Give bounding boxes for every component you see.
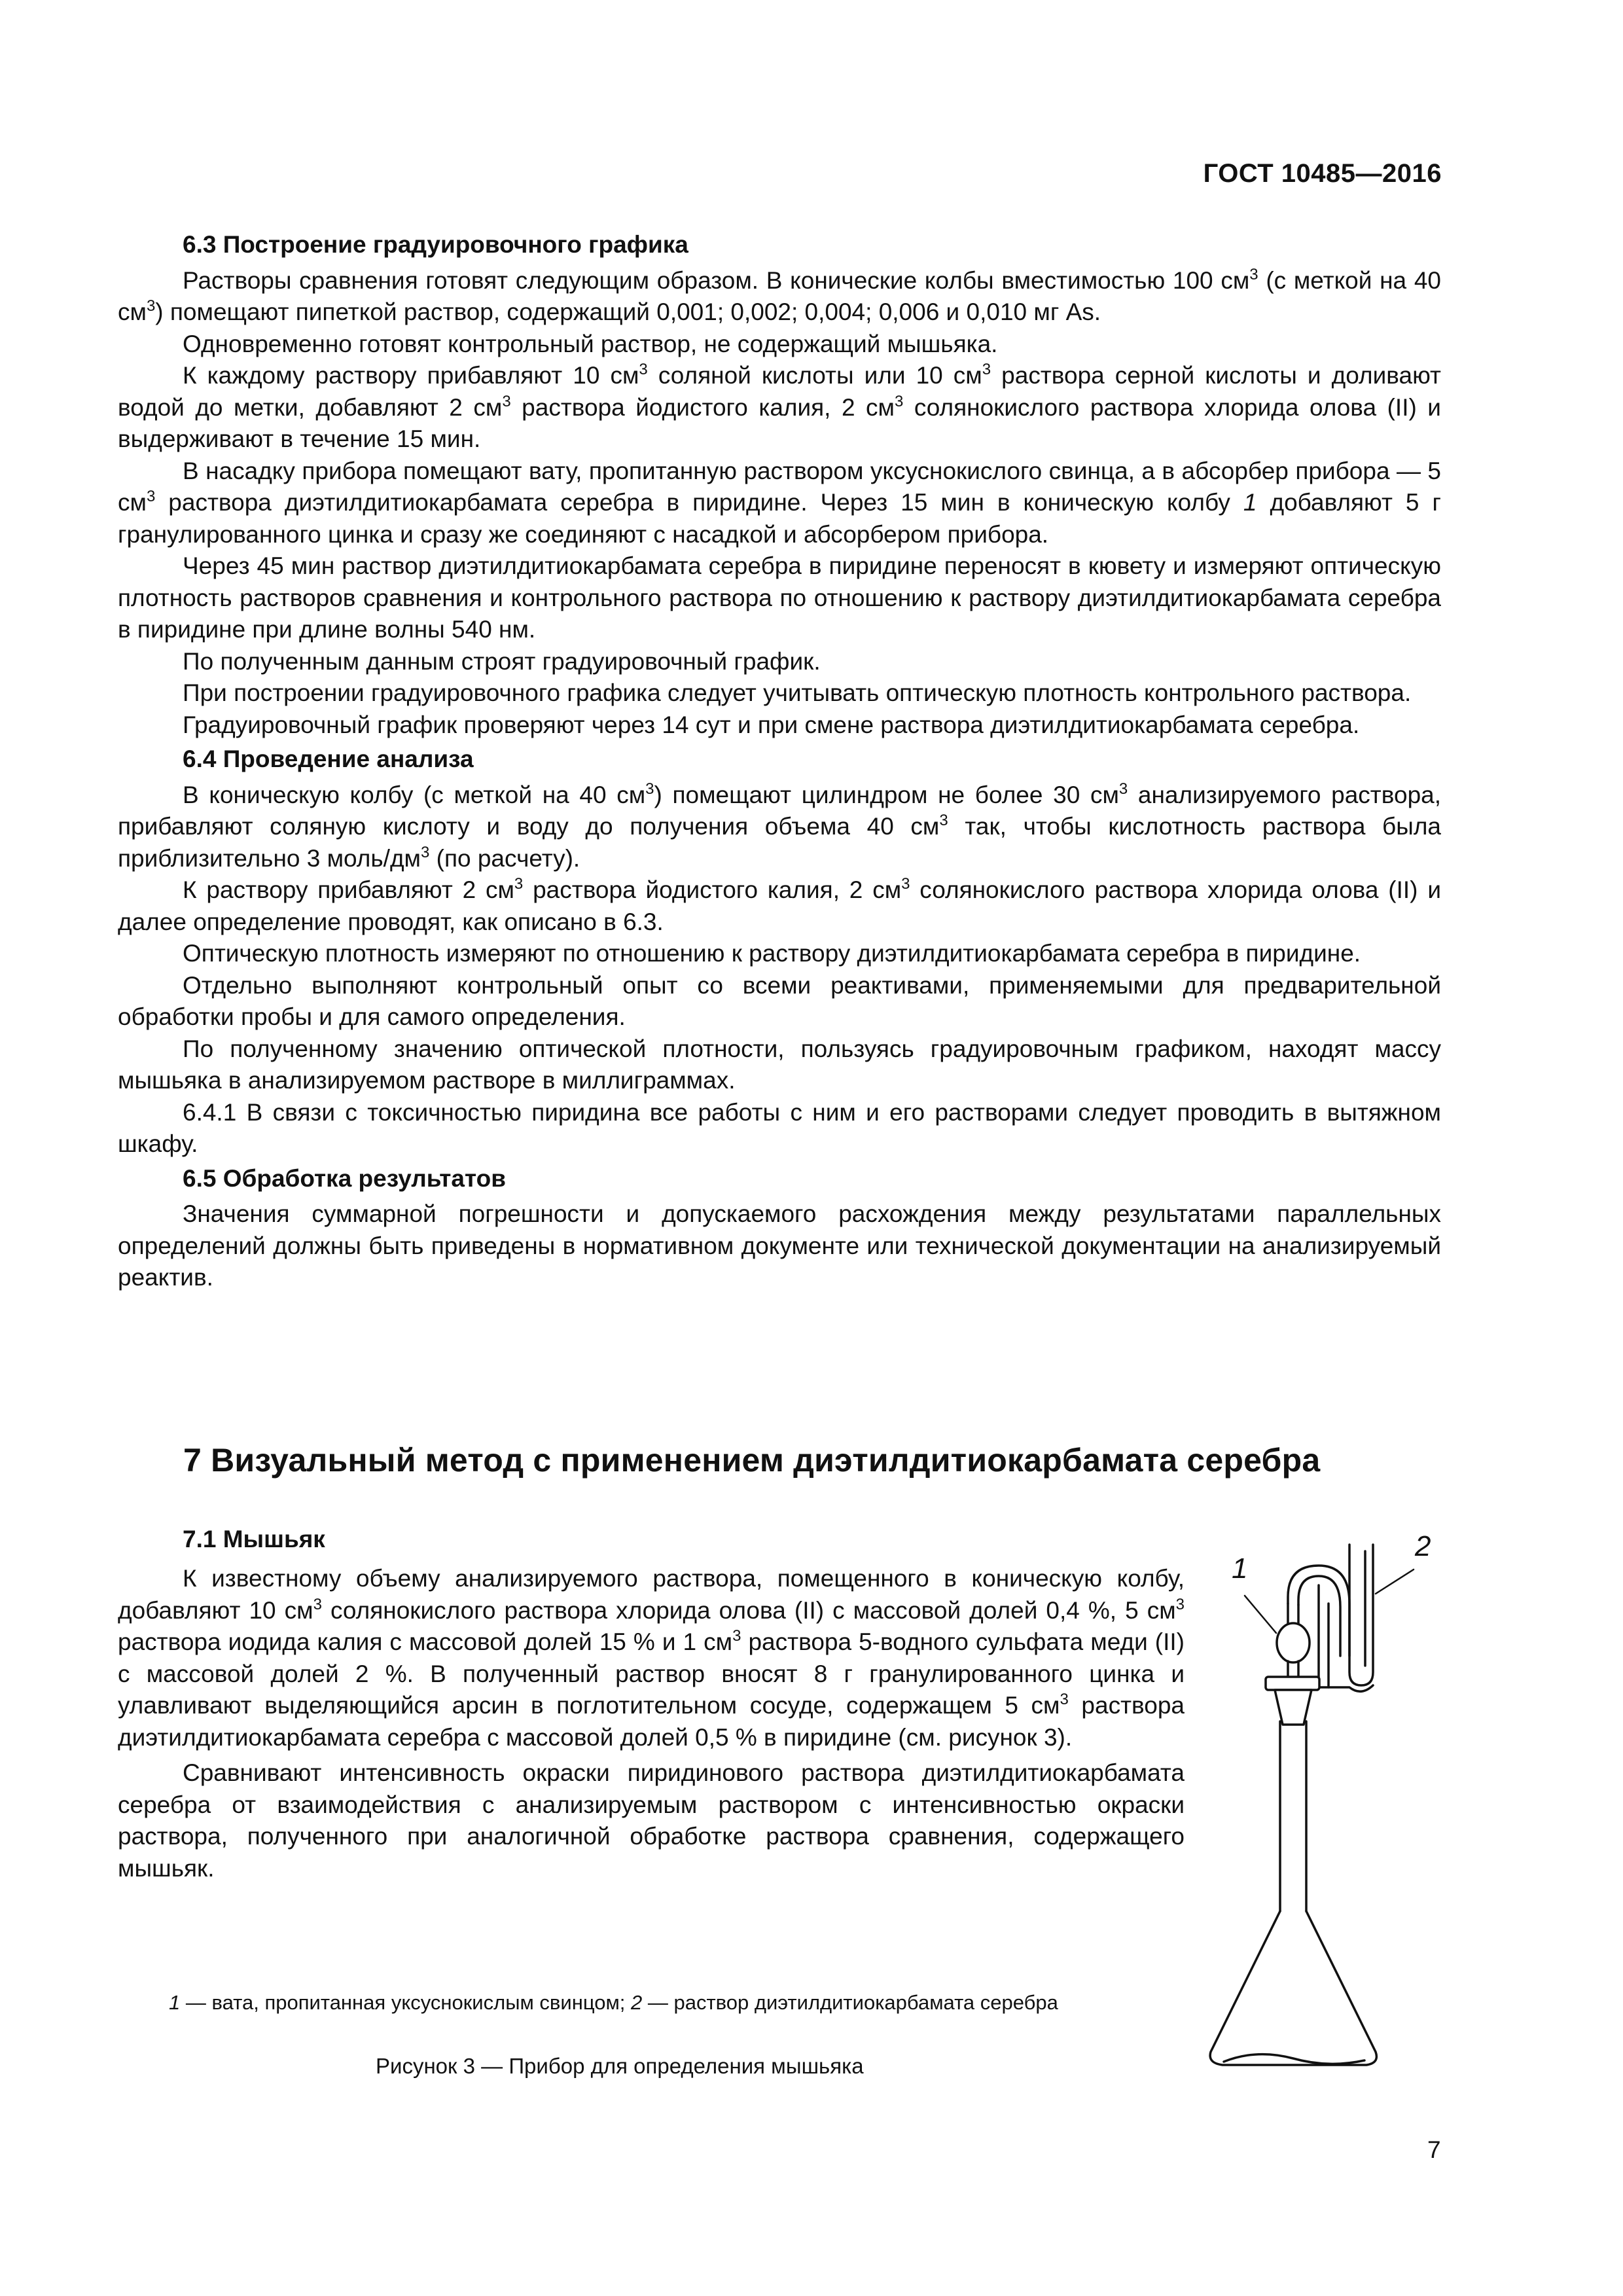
paragraph: По полученным данным строят градуировочный график. [183,647,821,675]
paragraph: Значения суммарной погрешности и допускаемого расхождения между результатами параллельных определений должны быть приведены в нормативном документе или технической документации на анализируемый реактив. [118,1200,1441,1291]
paragraph: Градуировочный график проверяют через 14 сут и при смене раствора диэтилдитиокарбамата серебра. [183,711,1360,738]
leader-2 [1376,1570,1414,1594]
paragraph: К известному объему анализируемого раствора, помещенного в коническую колбу, добавляют 10 $см^3$ солянокислого раствора хлорида олова (II) с массовой долей 0,4 %, 5 $см^3$ раствора иодида калия с массовой долей 15 % и 1 $см^3$ раствора 5-водного сульфата меди (II) с массовой долей 2 %. В полученный раствор вносят 8 г гранулированного цинка и улавливают выделяющийся арсин в поглотительном сосуде, содержащем 5 $см^3$ раствора диэтилдитиокарбамата серебра с массовой долей 0,5 % в пиридине (см. рисунок 3). [118,1565,1185,1751]
arsenic-apparatus-drawing [1204,1525,1453,2101]
leader-1 [1245,1596,1276,1633]
paragraph: Сравнивают интенсивность окраски пиридинового раствора диэтилдитиокарбамата серебра от взаимодействия с анализируемым раствором с интенсивностью окраски раствора, полученного при аналогичной обработке раствора сравнения, содержащего мышьяк. [118,1759,1185,1882]
section-6-3-title: 6.3 Построение градуировочного графика [183,231,688,258]
page-number: 7 [1427,2136,1441,2163]
section-7-1-text [118,1563,1185,1884]
flask-bottom-curve [1224,2054,1364,2064]
callout-label-2: 2 [1415,1530,1431,1562]
paragraph: Отдельно выполняют контрольный опыт со всеми реактивами, применяемыми для предварительной обработки пробы и для самого определения. [118,971,1441,1030]
paragraph: В коническую колбу (с меткой на 40 $см^3$) помещают цилиндром не более 30 $см^3$ анализируемого раствора, прибавляют соляную кислоту и воду до получения объема 40 $см^3$ так, чтобы кислотность раствора была приблизительно 3 моль/$дм^3$ (по расчету). [118,780,1442,872]
paragraph: 6.4.1 В связи с токсичностью пиридина все работы с ним и его растворами следует проводить в вытяжном шкафу. [118,1098,1441,1157]
absorber-bottom [1319,1685,1373,1691]
stopper-cap [1266,1677,1319,1690]
paragraph: При построении градуировочного графика следует учитывать оптическую плотность контрольного раствора. [183,679,1412,706]
bulb [1277,1623,1310,1662]
main-text [118,229,1441,1294]
paragraph: Одновременно готовят контрольный раствор, не содержащий мышьяка. [183,330,998,357]
section-6-5-title: 6.5 Обработка результатов [183,1164,506,1192]
figure-caption: Рисунок 3 — Прибор для определения мышьяка [376,2054,864,2078]
section-7-title: 7 Визуальный метод с применением диэтилдитиокарбамата серебра [183,1442,1321,1479]
absorber-tube-outer [1349,1545,1373,1685]
section-6-4-title: 6.4 Проведение анализа [183,745,474,772]
paragraph: Через 45 мин раствор диэтилдитиокарбамата серебра в пиридине переносят в кювету и измеряют оптическую плотность растворов сравнения и контрольного раствора по отношению к раствору диэтилдитиокарбамата серебра в пиридине при длине волны 540 нм. [118,552,1441,643]
absorber-return [1319,1585,1329,1687]
stopper [1275,1690,1311,1725]
paragraph: К каждому раствору прибавляют 10 $см^3$ соляной кислоты или 10 $см^3$ раствора серной кислоты и доливают водой до метки, добавляют 2 $см^3$ раствора йодистого калия, 2 $см^3$ солянокислого раствора хлорида олова (II) и выдерживают в течение 15 мин. [118,361,1441,452]
paragraph: К раствору прибавляют 2 $см^3$ раствора йодистого калия, 2 $см^3$ солянокислого раствора хлорида олова (II) и далее определение проводят, как описано в 6.3. [118,875,1441,935]
paragraph: Оптическую плотность измеряют по отношению к раствору диэтилдитиокарбамата серебра в пиридине. [183,940,1361,967]
paragraph: Растворы сравнения готовят следующим образом. В конические колбы вместимостью 100 $см^3$ (с меткой на 40 $см^3$) помещают пипеткой раствор, содержащий 0,001; 0,002; 0,004; 0,006 и 0,010 мг As. [118,265,1441,325]
flask-body [1210,1911,1376,2065]
paragraph: По полученному значению оптической плотности, пользуясь градуировочным графиком, находят массу мышьяка в анализируемом растворе в миллиграммах. [118,1035,1441,1094]
figure-3-apparatus [1204,1525,1453,2101]
paragraph: В насадку прибора помещают вату, пропитанную раствором уксуснокислого свинца, а в абсорбер прибора — 5 $см^3$ раствора диэтилдитиокарбамата серебра в пиридине. Через 15 мин в коническую колбу 1 добавляют 5 г гранулированного цинка и сразу же соединяют с насадкой и абсорбером прибора. [118,457,1441,548]
document-header: ГОСТ 10485—2016 [1203,159,1442,188]
callout-label-1: 1 [1232,1552,1248,1585]
flask-neck [1280,1721,1306,1911]
section-7-1-title: 7.1 Мышьяк [183,1526,325,1552]
figure-legend: 1 — вата, пропитанная уксуснокислым свинцом; 2 — раствор диэтилдитиокарбамата серебра [169,1991,1058,2014]
